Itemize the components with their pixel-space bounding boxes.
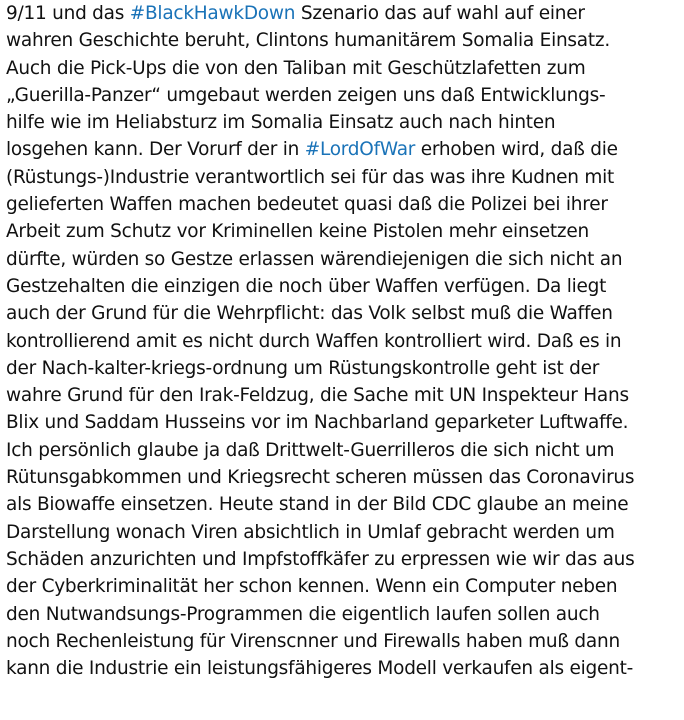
text-segment: wahre Grund für den Irak-Feldzug, die Sache mit UN Inspekteur Hans: [6, 385, 629, 407]
post-text: [6, 0, 682, 682]
text-segment: Rütunsgabkommen und Kriegsrecht scheren müssen das Coronavirus: [6, 467, 635, 489]
text-segment: auch der Grund für die Wehrpflicht: das Volk selbst muß die Waffen: [6, 303, 613, 325]
text-line: [6, 464, 678, 491]
text-line: [6, 628, 678, 655]
text-segment: Darstellung wonach Viren absichtlich in Umlaf gebracht werden um: [6, 521, 615, 543]
hashtag-link[interactable]: #BlackHawkDown: [129, 3, 296, 24]
text-line: [6, 136, 678, 163]
hashtag-link[interactable]: #LordOfWar: [304, 139, 416, 161]
text-line: [6, 0, 678, 27]
text-line: [6, 328, 678, 355]
text-segment: den Nutwandsungs-Programmen die eigentlich laufen sollen auch: [6, 603, 600, 625]
text-line: [6, 246, 678, 273]
text-line: [6, 300, 678, 327]
text-line: [6, 601, 678, 628]
text-segment: Auch die Pick-Ups die von den Taliban mit Geschützlafetten zum: [6, 57, 586, 79]
text-line: [6, 82, 678, 109]
text-segment: kontrollierend amit es nicht durch Waffen kontrolliert wird. Daß es in: [6, 330, 622, 352]
text-segment: gelieferten Waffen machen bedeutet quasi daß die Polizei bei ihrer: [6, 194, 608, 216]
text-line: [6, 191, 678, 218]
text-segment: wahren Geschichte beruht, Clintons humanitärem Somalia Einsatz.: [6, 30, 610, 52]
text-line: [6, 355, 678, 382]
text-segment: als Biowaffe einsetzen. Heute stand in der Bild CDC glaube an meine: [6, 494, 629, 516]
text-line: [6, 409, 678, 436]
text-segment: erhoben wird, daß die: [415, 139, 618, 161]
text-line: [6, 109, 678, 136]
text-segment: Blix und Saddam Husseins vor im Nachbarland geparketer Luftwaffe.: [6, 412, 629, 434]
text-segment: Schäden anzurichten und Impfstoffkäfer zu erpressen wie wir das aus: [6, 548, 635, 570]
text-line: [6, 519, 678, 546]
text-segment: hilfe wie im Heliabsturz im Somalia Einsatz auch nach hinten: [6, 112, 556, 134]
text-segment: dürfte, würden so Gestze erlassen wärendiejenigen die sich nicht an: [6, 248, 623, 270]
text-segment: Ich persönlich glaube ja daß Drittwelt-Guerrilleros die sich nicht um: [6, 439, 615, 461]
text-line: [6, 573, 678, 600]
text-line: [6, 655, 678, 682]
text-line: [6, 546, 678, 573]
text-line: [6, 218, 678, 245]
text-segment: der Nach-kalter-kriegs-ordnung um Rüstungskontrolle geht ist der: [6, 357, 600, 379]
text-segment: losgehen kann. Der Vorurf der in: [6, 139, 305, 161]
text-line: [6, 382, 678, 409]
text-line: [6, 437, 678, 464]
text-segment: Gestzehalten die einzigen die noch über Waffen verfügen. Da liegt: [6, 275, 607, 297]
text-segment: 9/11 und das: [6, 3, 130, 24]
text-segment: (Rüstungs-)Industrie verantwortlich sei für das was ihre Kudnen mit: [6, 166, 615, 188]
text-line: [6, 491, 678, 518]
text-line: [6, 164, 678, 191]
text-segment: der Cyberkriminalität her schon kennen. Wenn ein Computer neben: [6, 576, 618, 598]
text-segment: kann die Industrie ein leistungsfähigeres Modell verkaufen als eigent-: [6, 658, 634, 680]
text-segment: Arbeit zum Schutz vor Kriminellen keine Pistolen mehr einsetzen: [6, 221, 589, 243]
text-line: [6, 273, 678, 300]
text-segment: noch Rechenleistung für Virenscnner und Firewalls haben muß dann: [6, 630, 620, 652]
text-segment: Szenario das auf wahl auf einer: [295, 3, 585, 24]
text-segment: „Guerilla-Panzer“ umgebaut werden zeigen uns daß Entwicklungs-: [6, 84, 606, 106]
text-line: [6, 27, 678, 54]
text-line: [6, 55, 678, 82]
